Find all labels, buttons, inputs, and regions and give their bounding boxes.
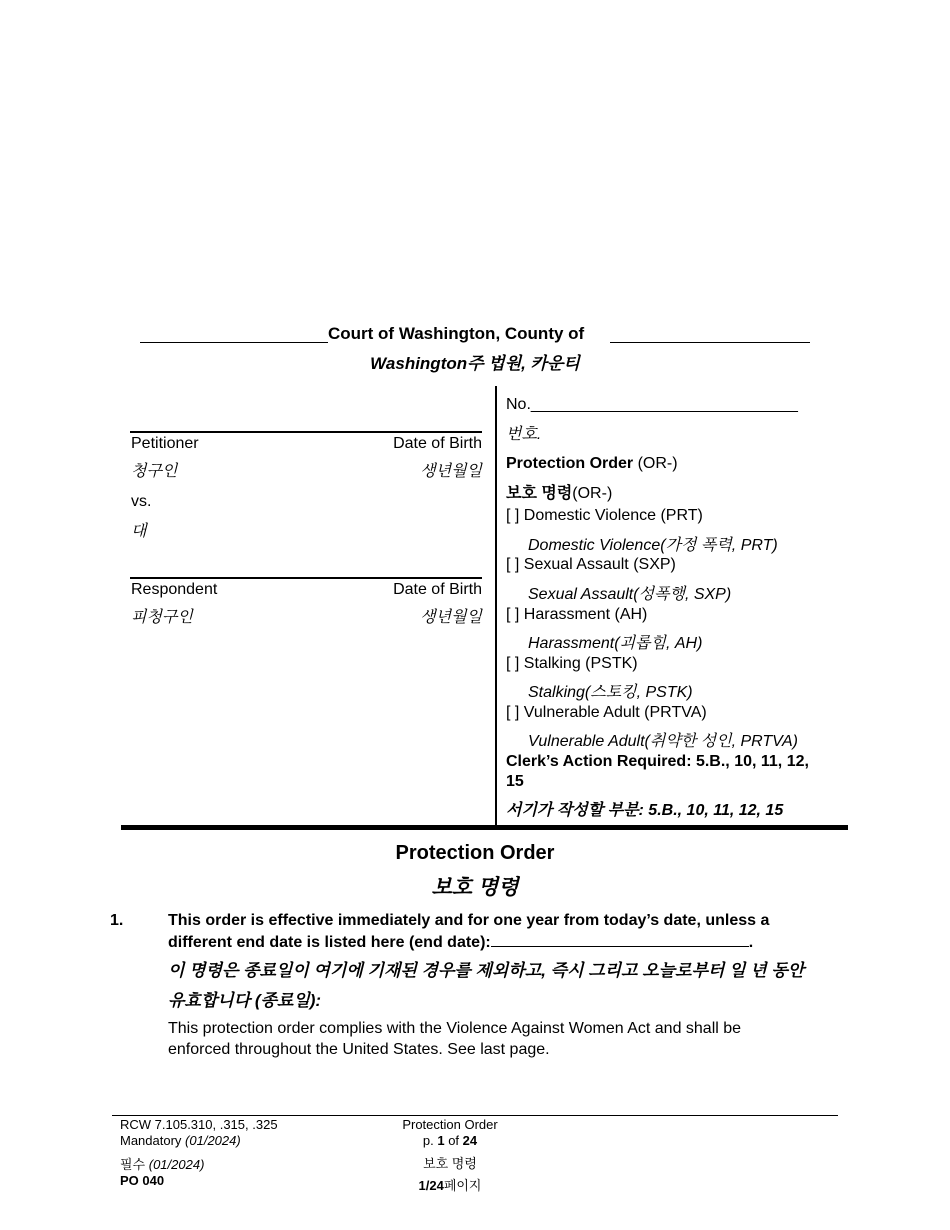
option-harassment[interactable] bbox=[506, 606, 647, 624]
footer-form-id: PO 040 bbox=[120, 1173, 165, 1188]
respondent-dob-label-ko: 생년월일 bbox=[420, 609, 482, 626]
order-type-code: (OR-) bbox=[633, 455, 678, 472]
page-ko-num: 1/24 bbox=[418, 1178, 444, 1193]
item1-line1: This order is effective immediately and for one year from today’s date, unless a bbox=[168, 912, 770, 929]
footer-page-number bbox=[370, 1133, 530, 1148]
order-type-heading bbox=[506, 455, 678, 473]
case-number-field[interactable]: No.______________________________ bbox=[506, 396, 798, 413]
document-title-ko: 보호 명령 bbox=[431, 876, 519, 899]
option-harassment-ko: Harassment(괴롭힘, AH) bbox=[528, 635, 703, 652]
mandatory-date: (01/2024) bbox=[185, 1133, 241, 1148]
petitioner-label-ko: 청구인 bbox=[131, 463, 178, 480]
vawa-line1: This protection order complies with the Violence Against Women Act and shall be bbox=[168, 1020, 742, 1037]
option-label: Stalking (PSTK) bbox=[523, 655, 638, 672]
footer-rcw: RCW 7.105.310, .315, .325 bbox=[120, 1117, 278, 1132]
item-number: 1. bbox=[110, 912, 124, 929]
respondent-label: Respondent bbox=[131, 581, 218, 598]
caption-bottom-rule bbox=[121, 825, 848, 830]
option-label: Sexual Assault (SXP) bbox=[523, 556, 676, 573]
option-domestic-violence-ko: Domestic Violence(가정 폭력, PRT) bbox=[528, 537, 778, 554]
checkbox[interactable]: [ ] bbox=[506, 507, 520, 524]
court-heading bbox=[140, 324, 810, 346]
item1-ko-line2: 유효합니다 (종료일): bbox=[168, 991, 322, 1010]
option-stalking[interactable] bbox=[506, 655, 638, 673]
petitioner-dob-label: Date of Birth bbox=[393, 435, 482, 452]
court-title: Court of Washington, County of bbox=[328, 324, 585, 343]
option-label: Domestic Violence (PRT) bbox=[523, 507, 703, 524]
page-ko-suffix: 페이지 bbox=[443, 1178, 482, 1193]
footer-mandatory-ko bbox=[120, 1154, 204, 1173]
option-domestic-violence[interactable] bbox=[506, 507, 703, 525]
item1-line2 bbox=[168, 932, 753, 952]
clerk-action-line1: Clerk’s Action Required: 5.B., 10, 11, 12, bbox=[506, 753, 809, 770]
order-type-heading-ko bbox=[506, 480, 612, 503]
mandatory-label-ko: 필수 bbox=[120, 1157, 146, 1172]
option-vulnerable-adult[interactable] bbox=[506, 704, 707, 722]
option-vulnerable-adult-ko: Vulnerable Adult(취약한 성인, PRTVA) bbox=[528, 733, 798, 750]
item1-line2-end: . bbox=[748, 934, 754, 951]
page-prefix: p. bbox=[422, 1133, 438, 1148]
order-type-code-ko: (OR-) bbox=[572, 485, 613, 502]
versus: vs. bbox=[131, 493, 152, 510]
respondent-dob-label: Date of Birth bbox=[393, 581, 482, 598]
end-date-field[interactable] bbox=[491, 932, 749, 947]
versus-ko: 대 bbox=[131, 523, 147, 540]
caption-divider bbox=[495, 386, 497, 826]
footer-mandatory bbox=[120, 1133, 241, 1148]
court-name-blank[interactable] bbox=[140, 342, 328, 343]
mandatory-date-ko: (01/2024) bbox=[148, 1157, 205, 1172]
option-sexual-assault-ko: Sexual Assault(성폭행, SXP) bbox=[528, 586, 732, 603]
mandatory-label: Mandatory bbox=[120, 1133, 182, 1148]
document-title: Protection Order bbox=[395, 842, 555, 864]
county-blank[interactable] bbox=[610, 342, 810, 343]
item1-ko-line1: 이 명령은 종료일이 여기에 기재된 경우를 제외하고, 즉시 그리고 오늘로부터 일 년 동안 bbox=[168, 961, 805, 980]
respondent-label-ko: 피청구인 bbox=[131, 609, 193, 626]
footer-form-title: Protection Order bbox=[402, 1117, 498, 1132]
option-stalking-ko: Stalking(스토킹, PSTK) bbox=[528, 684, 693, 701]
page-of: of bbox=[444, 1133, 463, 1148]
option-sexual-assault[interactable] bbox=[506, 556, 676, 574]
vawa-line2: enforced throughout the United States. See last page. bbox=[168, 1041, 550, 1058]
item1-line2-text: different end date is listed here (end date): bbox=[168, 934, 491, 951]
checkbox[interactable]: [ ] bbox=[506, 556, 520, 573]
court-title-ko: Washington주 법원, 카운티 bbox=[370, 354, 580, 373]
order-type-title: Protection Order bbox=[506, 455, 634, 472]
clerk-action-ko: 서기가 작성할 부분: 5.B., 10, 11, 12, 15 bbox=[506, 802, 784, 819]
clerk-action-line2: 15 bbox=[506, 773, 524, 790]
checkbox[interactable]: [ ] bbox=[506, 655, 520, 672]
checkbox[interactable]: [ ] bbox=[506, 606, 520, 623]
order-type-title-ko: 보호 명령 bbox=[506, 485, 573, 502]
footer-page-number-ko bbox=[370, 1175, 530, 1194]
page-current: 1 bbox=[437, 1133, 445, 1148]
case-number-label-ko: 번호. bbox=[506, 426, 542, 443]
petitioner-dob-label-ko: 생년월일 bbox=[420, 463, 482, 480]
option-label: Vulnerable Adult (PRTVA) bbox=[523, 704, 707, 721]
footer-rule bbox=[112, 1115, 838, 1116]
respondent-name-line[interactable] bbox=[130, 577, 482, 579]
checkbox[interactable]: [ ] bbox=[506, 704, 520, 721]
page-total: 24 bbox=[462, 1133, 478, 1148]
option-label: Harassment (AH) bbox=[523, 606, 648, 623]
footer-form-title-ko: 보호 명령 bbox=[423, 1156, 477, 1171]
petitioner-name-line[interactable] bbox=[130, 431, 482, 433]
petitioner-label: Petitioner bbox=[131, 435, 199, 452]
